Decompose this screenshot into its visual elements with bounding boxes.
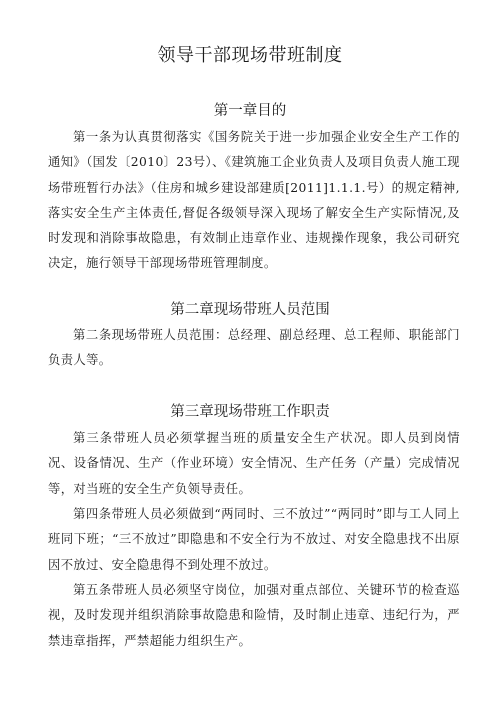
article-paragraph-5: 第五条带班人员必须坚守岗位，加强对重点部位、关键环节的检查巡视，及时发现并组织消除事故隐患和险情，及时制止违章、违纪行为，严禁违章指挥，严禁超能力组织生产。 [48, 583, 460, 648]
document-title: 领导干部现场带班制度 [157, 45, 343, 66]
article-paragraph-2: 第二条现场带班人员范围：总经理、副总经理、总工程师、职能部门负责人等。 [48, 328, 460, 368]
chapter-heading-3: 第三章现场带班工作职责 [170, 404, 330, 420]
chapter-heading-1: 第一章目的 [213, 103, 287, 119]
article-paragraph-3: 第三条带班人员必须掌握当班的质量安全生产状况。即人员到岗情况、设备情况、生产（作业环境）安全情况、生产任务（产量）完成情况等，对当班的安全生产负领导责任。 [48, 431, 460, 496]
article-paragraph-4: 第四条带班人员必须做到“两同时、三不放过”“两同时”即与工人同上班同下班；“三不放过”即隐患和不安全行为不放过、对安全隐患找不出原因不放过、安全隐患得不到处理不放过。 [48, 507, 460, 572]
article-paragraph-1: 第一条为认真贯彻落实《国务院关于进一步加强企业安全生产工作的通知》（国发〔2010〕23号）、《建筑施工企业负责人及项目负责人施工现场带班暂行办法》（住房和城乡建设部建质[2011]1.1.1.号）的规定精神,落实安全生产主体责任,督促各级领导深入现场了解安全生产实际情况,及时发现和消除事故隐患，有效制止违章作业、违规操作现象，我公司研究决定，施行领导干部现场带班管理制度。 [48, 130, 460, 271]
chapter-heading-2: 第二章现场带班人员范围 [170, 302, 330, 318]
